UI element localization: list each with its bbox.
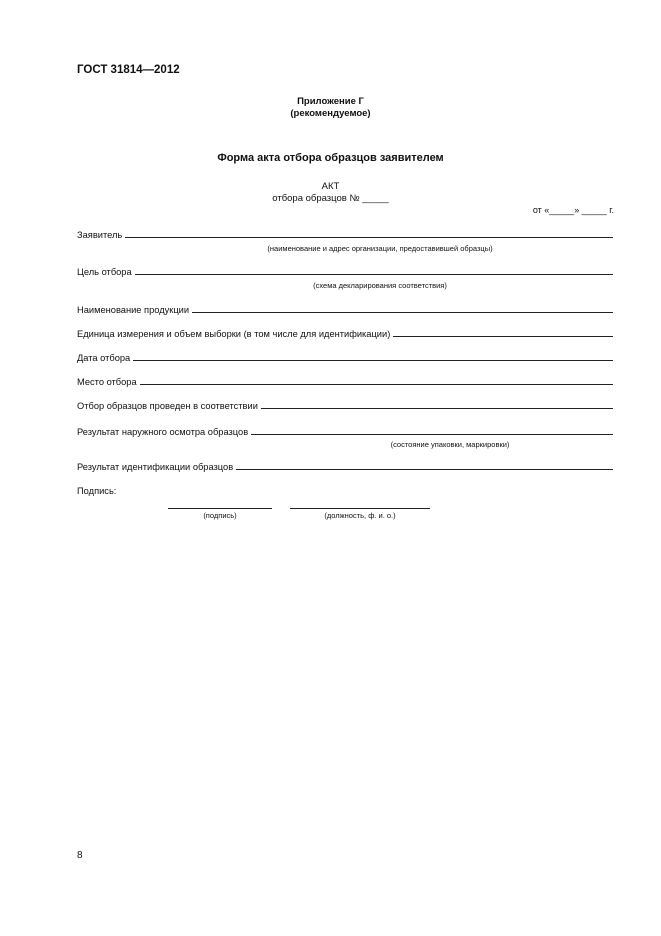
- page-number: 8: [77, 850, 83, 861]
- field-visual-inspection: [77, 426, 613, 437]
- position-name-line[interactable]: [290, 507, 430, 509]
- field-purpose: [77, 266, 613, 277]
- fill-line[interactable]: [140, 376, 613, 385]
- field-identification: [77, 461, 613, 472]
- field-label: Заявитель: [77, 230, 123, 240]
- field-label: Место отбора: [77, 377, 137, 387]
- signature-line[interactable]: [168, 507, 272, 509]
- field-applicant: [77, 229, 613, 240]
- appendix-title: Приложение Г: [297, 96, 364, 107]
- fill-line[interactable]: [393, 328, 613, 337]
- field-caption: (состояние упаковки, маркировки): [390, 440, 510, 449]
- field-product-name: [77, 304, 613, 315]
- appendix-note: (рекомендуемое): [290, 108, 371, 119]
- fill-line[interactable]: [133, 352, 613, 361]
- field-sampling-place: [77, 376, 613, 387]
- field-caption: (наименование и адрес организации, предоставившей образцы): [267, 244, 493, 253]
- fill-line[interactable]: [135, 266, 613, 275]
- document-code: ГОСТ 31814—2012: [77, 64, 180, 76]
- field-unit-sample-size: [77, 328, 613, 339]
- field-label: Результат наружного осмотра образцов: [77, 427, 249, 437]
- fill-line[interactable]: [236, 461, 613, 470]
- act-label: АКТ: [321, 181, 340, 192]
- act-number: отбора образцов № _____: [272, 193, 389, 204]
- field-label: Цель отбора: [77, 267, 132, 277]
- position-name-caption: (должность, ф. и. о.): [324, 511, 396, 520]
- field-label: Дата отбора: [77, 353, 131, 363]
- field-sampling-standard: [77, 400, 613, 411]
- field-label: Наименование продукции: [77, 305, 190, 315]
- signature-caption: (подпись): [203, 511, 237, 520]
- fill-line[interactable]: [125, 229, 613, 238]
- field-label: Результат идентификации образцов: [77, 462, 234, 472]
- form-title: Форма акта отбора образцов заявителем: [217, 152, 444, 164]
- act-date-line: от «_____» _____ г.: [532, 205, 614, 215]
- field-caption: (схема декларирования соответствия): [313, 281, 447, 290]
- fill-line[interactable]: [192, 304, 613, 313]
- field-label: Отбор образцов проведен в соответствии: [77, 401, 258, 411]
- fill-line[interactable]: [251, 426, 613, 435]
- field-label: Единица измерения и объем выборки (в том числе для идентификации): [77, 329, 391, 339]
- signature-label: Подпись:: [77, 486, 117, 496]
- fill-line[interactable]: [261, 400, 613, 409]
- field-sampling-date: [77, 352, 613, 363]
